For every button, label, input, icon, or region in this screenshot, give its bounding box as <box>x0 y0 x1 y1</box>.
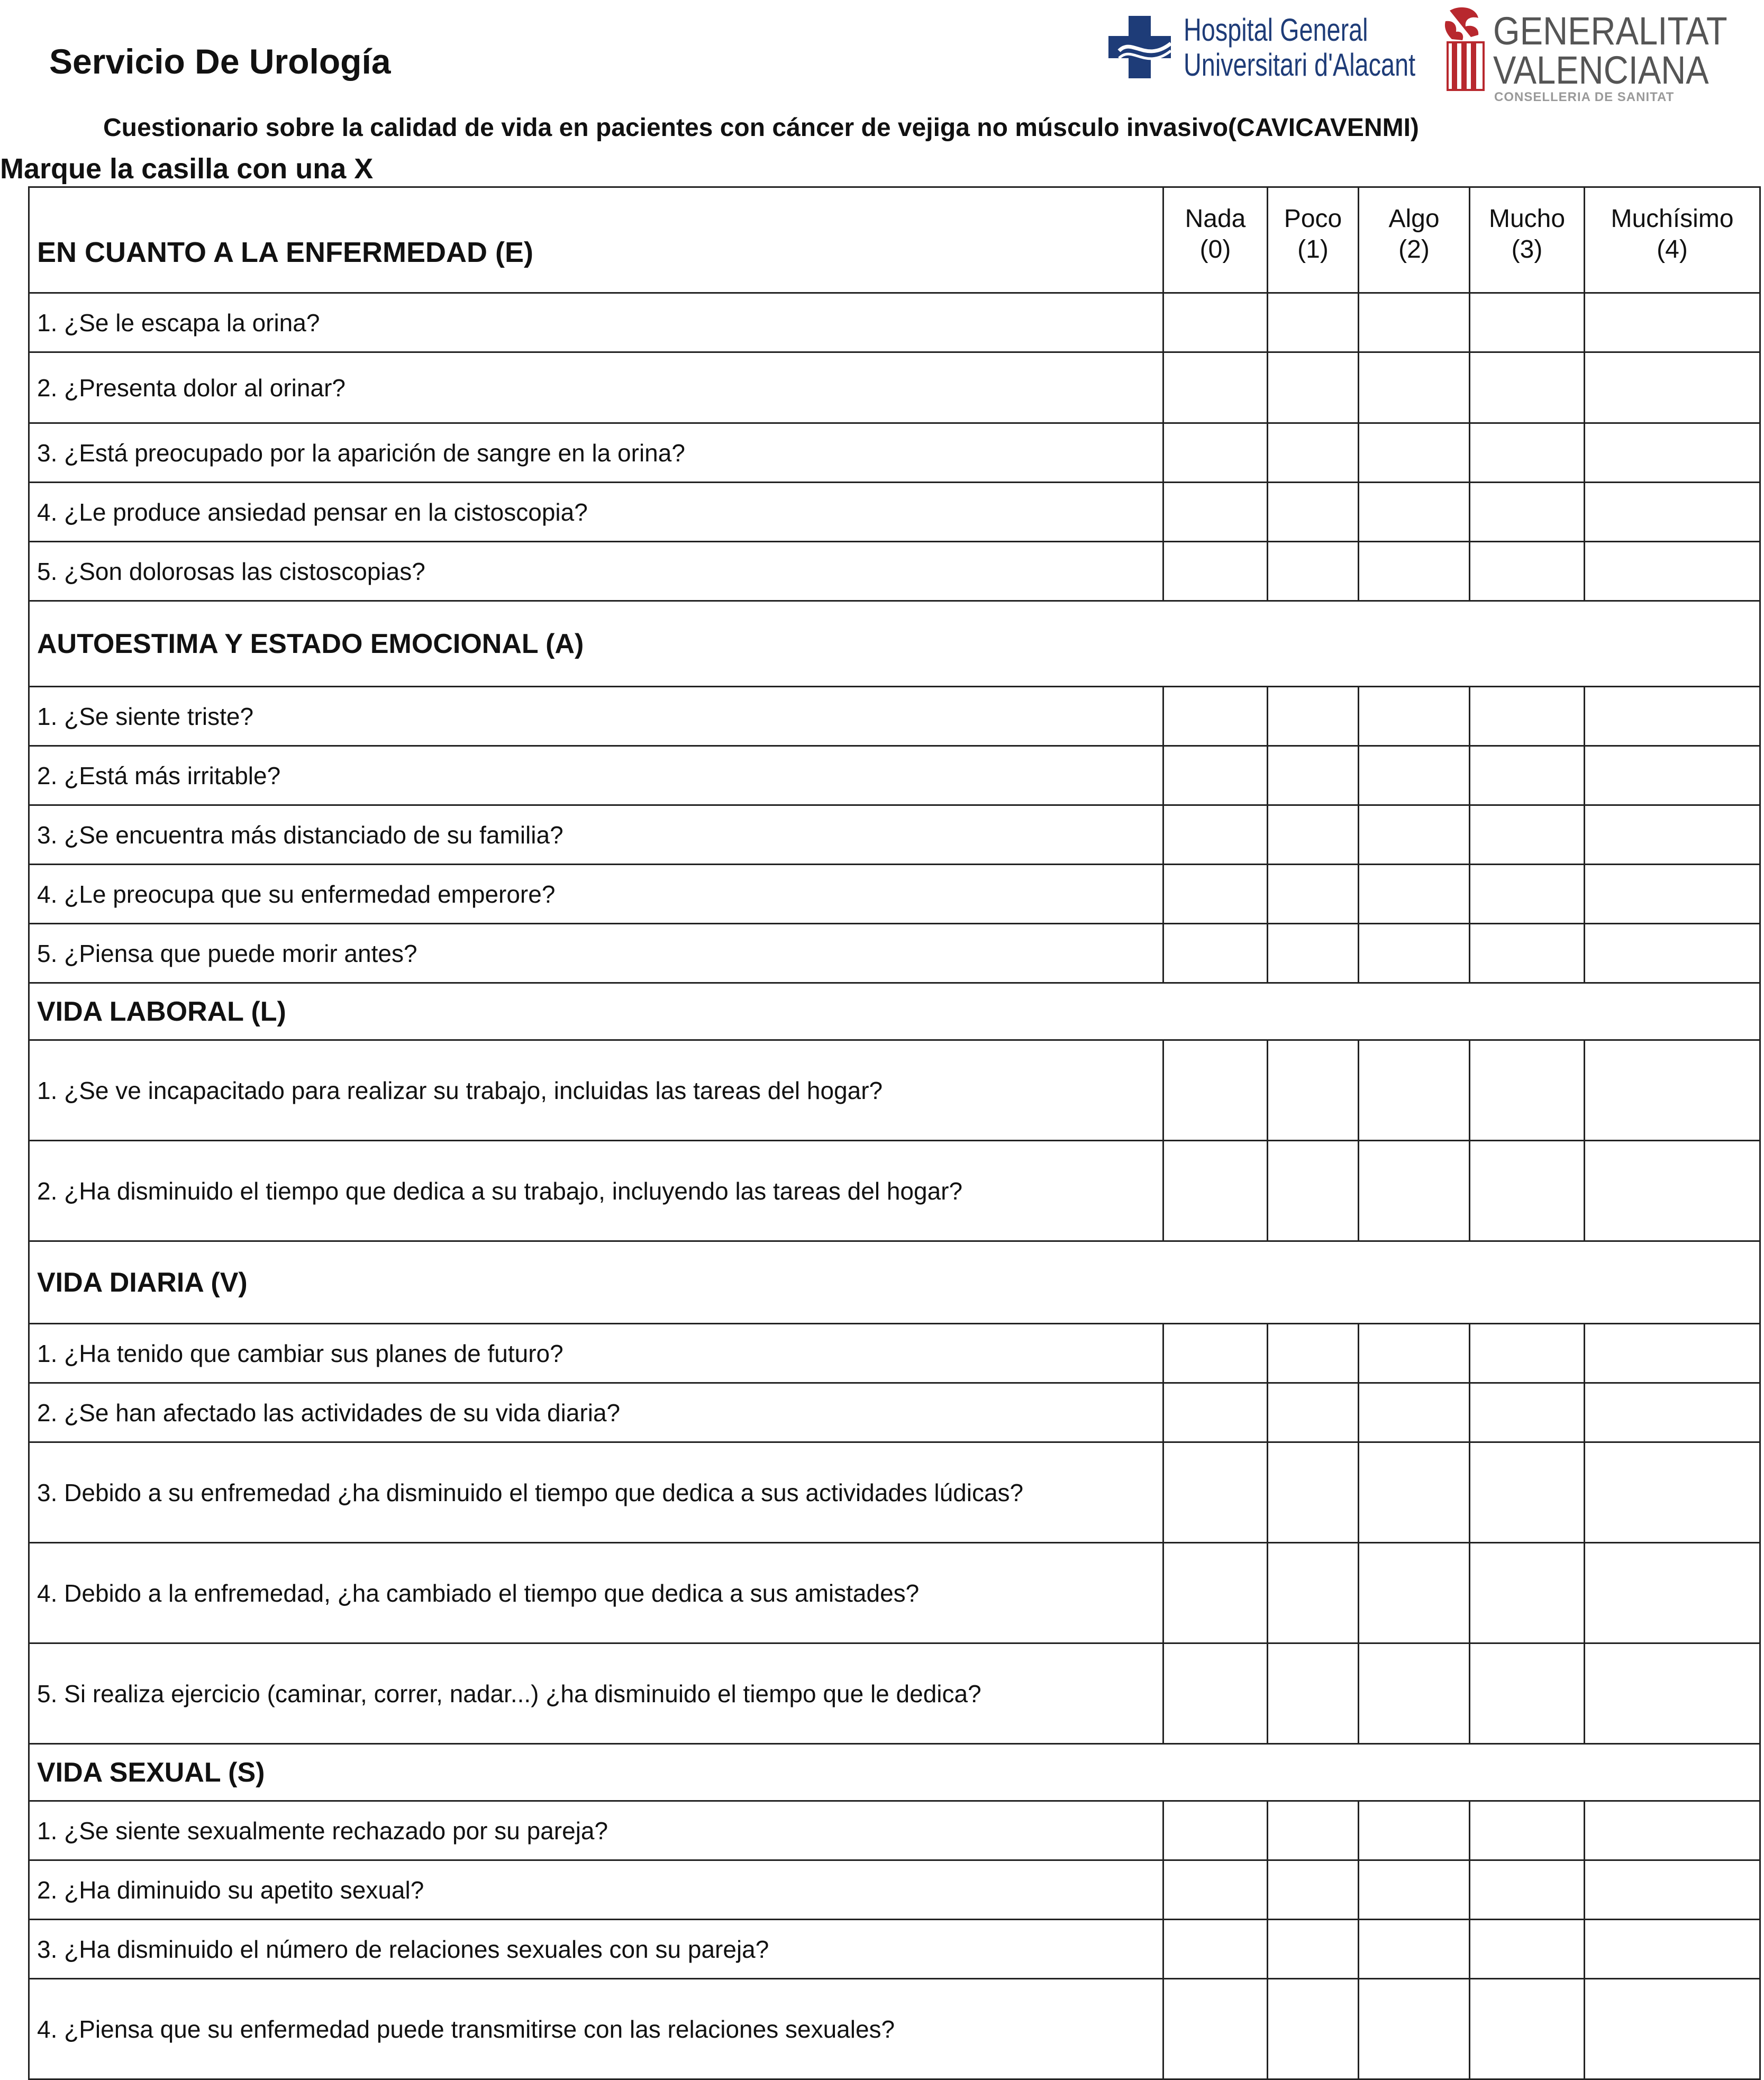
section-title: VIDA LABORAL (L) <box>29 983 1760 1040</box>
answer-checkbox-nada[interactable] <box>1163 746 1268 805</box>
answer-checkbox-nada[interactable] <box>1163 1643 1268 1744</box>
answer-checkbox-muchisimo[interactable] <box>1585 1383 1760 1442</box>
question-text: 3. ¿Ha disminuido el número de relaciones sexuales con su pareja? <box>29 1920 1163 1979</box>
answer-checkbox-mucho[interactable] <box>1470 924 1585 983</box>
answer-checkbox-nada[interactable] <box>1163 865 1268 924</box>
option-header-muchisimo <box>1585 187 1760 293</box>
section-row <box>29 601 1760 687</box>
answer-checkbox-algo[interactable] <box>1359 1442 1470 1543</box>
option-header-nada <box>1163 187 1268 293</box>
generalitat-emblem-icon <box>1434 5 1497 94</box>
option-value: (3) <box>1511 235 1543 264</box>
question-row <box>29 1383 1760 1442</box>
question-text: 1. ¿Se siente sexualmente rechazado por su pareja? <box>29 1801 1163 1860</box>
answer-checkbox-poco[interactable] <box>1268 542 1359 601</box>
answer-checkbox-algo[interactable] <box>1359 805 1470 865</box>
answer-checkbox-algo[interactable] <box>1359 1643 1470 1744</box>
answer-checkbox-mucho[interactable] <box>1470 1543 1585 1643</box>
answer-checkbox-muchisimo[interactable] <box>1585 1643 1760 1744</box>
question-row <box>29 1324 1760 1383</box>
question-row <box>29 352 1760 423</box>
answer-checkbox-mucho[interactable] <box>1470 1979 1585 2079</box>
answer-checkbox-muchisimo[interactable] <box>1585 483 1760 542</box>
answer-checkbox-algo[interactable] <box>1359 1141 1470 1241</box>
hospital-name-line1: Hospital General <box>1184 12 1368 48</box>
answer-checkbox-nada[interactable] <box>1163 1324 1268 1383</box>
question-text: 4. ¿Le preocupa que su enfermedad emperore? <box>29 865 1163 924</box>
answer-checkbox-algo[interactable] <box>1359 423 1470 483</box>
answer-checkbox-nada[interactable] <box>1163 542 1268 601</box>
answer-checkbox-algo[interactable] <box>1359 1543 1470 1643</box>
answer-checkbox-mucho[interactable] <box>1470 483 1585 542</box>
answer-checkbox-nada[interactable] <box>1163 1141 1268 1241</box>
answer-checkbox-muchisimo[interactable] <box>1585 1860 1760 1920</box>
question-row <box>29 1442 1760 1543</box>
answer-checkbox-mucho[interactable] <box>1470 1643 1585 1744</box>
question-row <box>29 542 1760 601</box>
section-row <box>29 983 1760 1040</box>
section-row <box>29 1241 1760 1324</box>
question-text: 4. ¿Le produce ansiedad pensar en la cistoscopia? <box>29 483 1163 542</box>
question-row <box>29 687 1760 746</box>
answer-checkbox-nada[interactable] <box>1163 352 1268 423</box>
answer-checkbox-muchisimo[interactable] <box>1585 352 1760 423</box>
answer-checkbox-algo[interactable] <box>1359 865 1470 924</box>
answer-checkbox-poco[interactable] <box>1268 1860 1359 1920</box>
table-body <box>29 187 1760 2079</box>
question-row <box>29 1141 1760 1241</box>
answer-checkbox-mucho[interactable] <box>1470 1383 1585 1442</box>
question-text: 5. Si realiza ejercicio (caminar, correr, nadar...) ¿ha disminuido el tiempo que le dedica? <box>29 1643 1163 1744</box>
answer-checkbox-mucho[interactable] <box>1470 746 1585 805</box>
answer-checkbox-poco[interactable] <box>1268 423 1359 483</box>
question-text: 3. ¿Se encuentra más distanciado de su familia? <box>29 805 1163 865</box>
answer-checkbox-muchisimo[interactable] <box>1585 746 1760 805</box>
option-header-poco <box>1268 187 1359 293</box>
answer-checkbox-poco[interactable] <box>1268 1543 1359 1643</box>
question-row <box>29 1860 1760 1920</box>
answer-checkbox-poco[interactable] <box>1268 1979 1359 2079</box>
answer-checkbox-algo[interactable] <box>1359 1383 1470 1442</box>
answer-checkbox-muchisimo[interactable] <box>1585 687 1760 746</box>
question-text: 5. ¿Son dolorosas las cistoscopias? <box>29 542 1163 601</box>
answer-checkbox-poco[interactable] <box>1268 687 1359 746</box>
answer-checkbox-poco[interactable] <box>1268 1383 1359 1442</box>
answer-checkbox-poco[interactable] <box>1268 1040 1359 1141</box>
answer-checkbox-muchisimo[interactable] <box>1585 423 1760 483</box>
answer-checkbox-nada[interactable] <box>1163 924 1268 983</box>
answer-checkbox-muchisimo[interactable] <box>1585 1141 1760 1241</box>
answer-checkbox-poco[interactable] <box>1268 1141 1359 1241</box>
answer-checkbox-nada[interactable] <box>1163 483 1268 542</box>
generalitat-name-line1: GENERALITAT <box>1493 9 1727 53</box>
section-row <box>29 1744 1760 1801</box>
section-title: VIDA SEXUAL (S) <box>29 1744 1760 1801</box>
option-value: (0) <box>1199 235 1231 264</box>
section-title: VIDA DIARIA (V) <box>29 1241 1760 1324</box>
answer-checkbox-muchisimo[interactable] <box>1585 1040 1760 1141</box>
question-row <box>29 1801 1760 1860</box>
answer-checkbox-poco[interactable] <box>1268 865 1359 924</box>
answer-checkbox-muchisimo[interactable] <box>1585 1920 1760 1979</box>
answer-checkbox-algo[interactable] <box>1359 483 1470 542</box>
answer-checkbox-muchisimo[interactable] <box>1585 1801 1760 1860</box>
answer-checkbox-muchisimo[interactable] <box>1585 542 1760 601</box>
answer-checkbox-mucho[interactable] <box>1470 1324 1585 1383</box>
question-row <box>29 1979 1760 2079</box>
answer-checkbox-poco[interactable] <box>1268 924 1359 983</box>
question-text: 2. ¿Se han afectado las actividades de su vida diaria? <box>29 1383 1163 1442</box>
answer-checkbox-poco[interactable] <box>1268 1801 1359 1860</box>
answer-checkbox-mucho[interactable] <box>1470 352 1585 423</box>
generalitat-department: CONSELLERIA DE SANITAT <box>1494 90 1675 104</box>
answer-checkbox-nada[interactable] <box>1163 1543 1268 1643</box>
answer-checkbox-mucho[interactable] <box>1470 423 1585 483</box>
answer-checkbox-muchisimo[interactable] <box>1585 924 1760 983</box>
question-text: 4. Debido a la enfremedad, ¿ha cambiado el tiempo que dedica a sus amistades? <box>29 1543 1163 1643</box>
question-row <box>29 924 1760 983</box>
questionnaire-table <box>28 186 1761 2080</box>
question-row <box>29 293 1760 352</box>
answer-checkbox-nada[interactable] <box>1163 1801 1268 1860</box>
answer-checkbox-muchisimo[interactable] <box>1585 865 1760 924</box>
answer-checkbox-muchisimo[interactable] <box>1585 1442 1760 1543</box>
generalitat-name-line2: VALENCIANA <box>1493 48 1709 92</box>
instruction-text: Marque la casilla con una X <box>0 153 374 185</box>
question-row <box>29 1920 1760 1979</box>
option-value: (2) <box>1398 235 1430 264</box>
section-title: EN CUANTO A LA ENFERMEDAD (E) <box>29 187 1163 293</box>
question-row <box>29 865 1760 924</box>
question-row <box>29 1543 1760 1643</box>
question-text: 2. ¿Está más irritable? <box>29 746 1163 805</box>
questionnaire-subtitle: Cuestionario sobre la calidad de vida en pacientes con cáncer de vejiga no músculo invasivo(CAVICAVENMI) <box>103 114 1419 142</box>
question-text: 1. ¿Ha tenido que cambiar sus planes de futuro? <box>29 1324 1163 1383</box>
answer-checkbox-mucho[interactable] <box>1470 1141 1585 1241</box>
option-value: (1) <box>1297 235 1329 264</box>
question-text: 3. ¿Está preocupado por la aparición de sangre en la orina? <box>29 423 1163 483</box>
option-header-algo <box>1359 187 1470 293</box>
question-row <box>29 1040 1760 1141</box>
answer-checkbox-poco[interactable] <box>1268 1442 1359 1543</box>
answer-checkbox-mucho[interactable] <box>1470 1920 1585 1979</box>
answer-checkbox-mucho[interactable] <box>1470 1442 1585 1543</box>
question-text: 4. ¿Piensa que su enfermedad puede transmitirse con las relaciones sexuales? <box>29 1979 1163 2079</box>
answer-checkbox-poco[interactable] <box>1268 746 1359 805</box>
answer-checkbox-mucho[interactable] <box>1470 293 1585 352</box>
answer-checkbox-mucho[interactable] <box>1470 805 1585 865</box>
answer-checkbox-nada[interactable] <box>1163 423 1268 483</box>
answer-checkbox-algo[interactable] <box>1359 542 1470 601</box>
option-label: Muchísimo <box>1611 205 1734 233</box>
question-text: 2. ¿Ha diminuido su apetito sexual? <box>29 1860 1163 1920</box>
question-row <box>29 483 1760 542</box>
option-label: Mucho <box>1488 205 1566 233</box>
answer-checkbox-nada[interactable] <box>1163 293 1268 352</box>
answer-checkbox-algo[interactable] <box>1359 746 1470 805</box>
answer-checkbox-mucho[interactable] <box>1470 1801 1585 1860</box>
question-text: 2. ¿Presenta dolor al orinar? <box>29 352 1163 423</box>
question-row <box>29 1643 1760 1744</box>
question-text: 3. Debido a su enfremedad ¿ha disminuido el tiempo que dedica a sus actividades lúdicas? <box>29 1442 1163 1543</box>
answer-checkbox-muchisimo[interactable] <box>1585 293 1760 352</box>
option-value: (4) <box>1657 235 1688 264</box>
answer-checkbox-muchisimo[interactable] <box>1585 1324 1760 1383</box>
answer-checkbox-nada[interactable] <box>1163 1383 1268 1442</box>
question-text: 2. ¿Ha disminuido el tiempo que dedica a su trabajo, incluyendo las tareas del hogar? <box>29 1141 1163 1241</box>
answer-checkbox-nada[interactable] <box>1163 1860 1268 1920</box>
answer-checkbox-algo[interactable] <box>1359 1324 1470 1383</box>
answer-checkbox-muchisimo[interactable] <box>1585 805 1760 865</box>
answer-checkbox-mucho[interactable] <box>1470 687 1585 746</box>
answer-checkbox-poco[interactable] <box>1268 805 1359 865</box>
question-text: 1. ¿Se siente triste? <box>29 687 1163 746</box>
answer-checkbox-poco[interactable] <box>1268 1920 1359 1979</box>
answer-checkbox-mucho[interactable] <box>1470 865 1585 924</box>
answer-checkbox-algo[interactable] <box>1359 1920 1470 1979</box>
generalitat-logo <box>1434 5 1730 106</box>
question-text: 1. ¿Se le escapa la orina? <box>29 293 1163 352</box>
answer-checkbox-mucho[interactable] <box>1470 1860 1585 1920</box>
option-header-mucho <box>1470 187 1585 293</box>
hospital-cross-icon <box>1108 16 1171 78</box>
hospital-logo <box>1108 12 1416 91</box>
answer-checkbox-algo[interactable] <box>1359 1860 1470 1920</box>
page-title: Servicio De Urología <box>49 42 391 81</box>
section-title: AUTOESTIMA Y ESTADO EMOCIONAL (A) <box>29 601 1760 687</box>
answer-checkbox-nada[interactable] <box>1163 1040 1268 1141</box>
generalitat-name <box>1493 9 1727 92</box>
question-row <box>29 423 1760 483</box>
answer-checkbox-nada[interactable] <box>1163 1442 1268 1543</box>
answer-checkbox-mucho[interactable] <box>1470 542 1585 601</box>
answer-checkbox-poco[interactable] <box>1268 293 1359 352</box>
option-label: Algo <box>1388 205 1440 233</box>
answer-checkbox-algo[interactable] <box>1359 924 1470 983</box>
answer-checkbox-nada[interactable] <box>1163 805 1268 865</box>
answer-checkbox-algo[interactable] <box>1359 687 1470 746</box>
header-row <box>29 187 1760 293</box>
answer-checkbox-poco[interactable] <box>1268 352 1359 423</box>
hospital-name <box>1184 13 1415 83</box>
answer-checkbox-poco[interactable] <box>1268 483 1359 542</box>
answer-checkbox-mucho[interactable] <box>1470 1040 1585 1141</box>
answer-checkbox-algo[interactable] <box>1359 1801 1470 1860</box>
option-label: Poco <box>1284 205 1342 233</box>
answer-checkbox-algo[interactable] <box>1359 1979 1470 2079</box>
answer-checkbox-nada[interactable] <box>1163 687 1268 746</box>
answer-checkbox-muchisimo[interactable] <box>1585 1543 1760 1643</box>
hospital-name-line2: Universitari d'Alacant <box>1184 47 1416 83</box>
answer-checkbox-nada[interactable] <box>1163 1979 1268 2079</box>
answer-checkbox-algo[interactable] <box>1359 293 1470 352</box>
question-row <box>29 746 1760 805</box>
answer-checkbox-poco[interactable] <box>1268 1324 1359 1383</box>
question-row <box>29 805 1760 865</box>
question-text: 5. ¿Piensa que puede morir antes? <box>29 924 1163 983</box>
answer-checkbox-algo[interactable] <box>1359 1040 1470 1141</box>
question-text: 1. ¿Se ve incapacitado para realizar su trabajo, incluidas las tareas del hogar? <box>29 1040 1163 1141</box>
answer-checkbox-muchisimo[interactable] <box>1585 1979 1760 2079</box>
answer-checkbox-algo[interactable] <box>1359 352 1470 423</box>
answer-checkbox-nada[interactable] <box>1163 1920 1268 1979</box>
answer-checkbox-poco[interactable] <box>1268 1643 1359 1744</box>
option-label: Nada <box>1185 205 1246 233</box>
